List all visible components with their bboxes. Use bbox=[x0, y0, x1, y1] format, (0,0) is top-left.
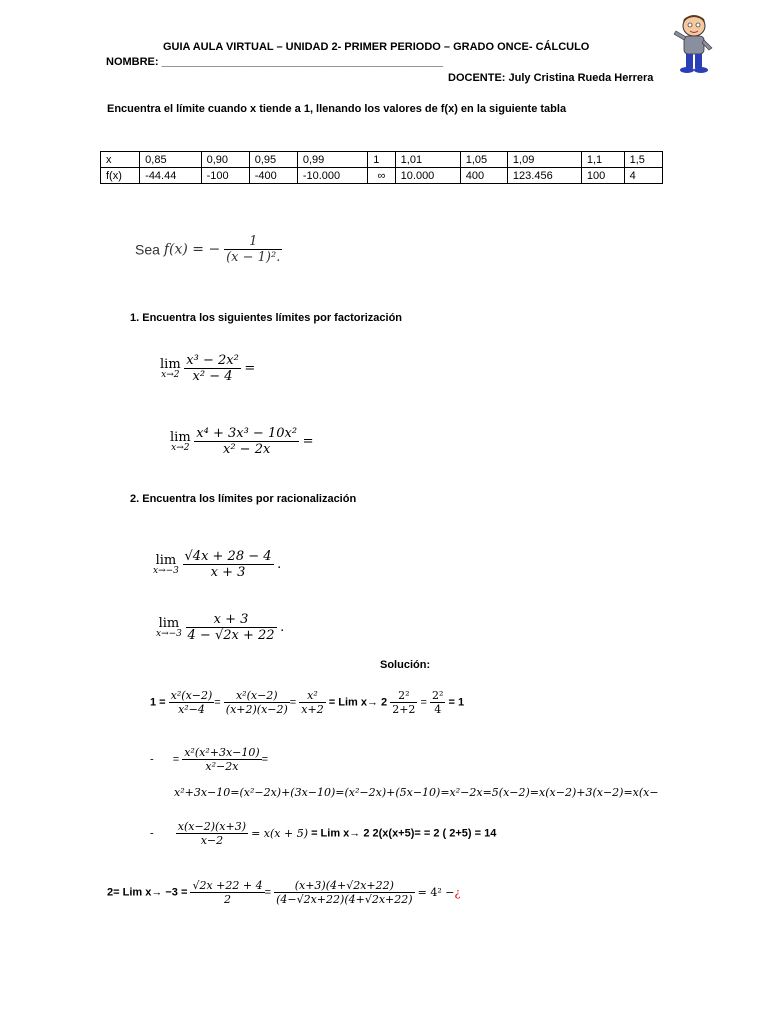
simplified-expression: = x(x + 5) bbox=[251, 827, 308, 840]
limit-1-2 bbox=[170, 426, 314, 457]
cartoon-student-icon bbox=[668, 14, 718, 76]
fraction-numerator: √2x +22 + 4 bbox=[192, 879, 263, 892]
solution-fraction bbox=[430, 689, 445, 716]
function-fraction bbox=[224, 234, 282, 265]
fraction-numerator: x³ − 2x² bbox=[186, 353, 239, 368]
lim-text: lim bbox=[155, 552, 177, 568]
table-cell: -44.44 bbox=[140, 168, 201, 184]
table-cell: 123.456 bbox=[507, 168, 581, 184]
fraction-denominator: (x+2)(x−2) bbox=[225, 703, 288, 716]
lim-operator bbox=[153, 554, 179, 576]
sea-label: Sea bbox=[135, 241, 160, 258]
fraction-denominator: 4 − √2x + 22 bbox=[187, 628, 275, 643]
fraction-numerator: 2² bbox=[431, 689, 444, 702]
solution-prefix: 1 = bbox=[150, 696, 166, 709]
lim-subscript: x→−3 bbox=[156, 628, 182, 639]
solution-prefix: 2= Lim x→ −3 = bbox=[107, 886, 188, 899]
period: . bbox=[280, 620, 285, 635]
lim-text: lim bbox=[170, 429, 191, 445]
limit-2-2 bbox=[156, 612, 284, 643]
solution-fraction bbox=[224, 689, 290, 716]
fraction-numerator: x⁴ + 3x³ − 10x² bbox=[196, 426, 298, 441]
table-row-fx bbox=[101, 168, 663, 184]
intro-instruction: Encuentra el límite cuando x tiende a 1, llenando los valores de f(x) en la siguiente tabla bbox=[107, 103, 567, 115]
table-cell: 400 bbox=[460, 168, 507, 184]
table-cell: 10.000 bbox=[395, 168, 460, 184]
fraction-numerator: x² bbox=[299, 689, 325, 703]
fraction-numerator: x²(x²+3x−10) bbox=[184, 746, 260, 759]
fraction-numerator: x + 3 bbox=[186, 612, 277, 628]
table-cell: 1,01 bbox=[395, 152, 460, 168]
guide-title: GUIA AULA VIRTUAL – UNIDAD 2- PRIMER PERIODO – GRADO ONCE- CÁLCULO bbox=[163, 41, 590, 53]
fraction-denominator: x²−4 bbox=[178, 703, 205, 716]
fraction-numerator: (x+3)(4+√2x+22) bbox=[274, 879, 414, 893]
table-cell: 1,09 bbox=[507, 152, 581, 168]
limit-fraction bbox=[186, 612, 277, 643]
fraction-denominator: x²−2x bbox=[205, 760, 239, 773]
lim-operator bbox=[160, 358, 181, 380]
solution-line-2: - = $\frac{\text{x²(x²+3x−10)}}{\text{x²−2x}}$ = bbox=[150, 746, 269, 773]
fraction-denominator: 4 bbox=[434, 703, 442, 716]
fraction-denominator: x² − 4 bbox=[192, 369, 233, 384]
table-cell: x bbox=[101, 152, 140, 168]
table-cell: 4 bbox=[624, 168, 662, 184]
limit-1-1 bbox=[160, 353, 255, 384]
bullet-dash: - bbox=[150, 753, 154, 766]
lim-operator bbox=[156, 617, 182, 639]
solution-fraction bbox=[182, 746, 261, 773]
fraction-numerator: x²(x−2) bbox=[224, 689, 290, 703]
limit-fraction bbox=[184, 353, 241, 384]
table-cell: f(x) bbox=[101, 168, 140, 184]
solution-line-4: 2= Lim x→ −3 = $\frac{√2x +22 + 4}{2}$ = $\frac{(x+3)(4+√2x+22)}{(4-√2x+22)(4+√2x+22)}$ = 4² −¿ bbox=[107, 879, 461, 906]
table-cell: 0,95 bbox=[249, 152, 297, 168]
limit-fraction bbox=[183, 549, 274, 580]
fraction-denominator: x + 3 bbox=[210, 565, 246, 580]
values-table bbox=[100, 151, 663, 184]
table-cell: ∞ bbox=[368, 168, 395, 184]
fraction-denominator: (4−√2x+22)(4+√2x+22) bbox=[276, 893, 413, 906]
equals-sign: = bbox=[302, 434, 314, 449]
lim-subscript: x→−3 bbox=[153, 565, 179, 576]
function-definition bbox=[135, 234, 282, 265]
period: . bbox=[277, 557, 282, 572]
table-cell: 1 bbox=[368, 152, 395, 168]
table-cell: 100 bbox=[581, 168, 624, 184]
fraction-denominator: x² − 2x bbox=[223, 442, 271, 457]
table-cell: 1,1 bbox=[581, 152, 624, 168]
lim-subscript: x→2 bbox=[171, 442, 190, 453]
solution-line-3 bbox=[150, 820, 496, 847]
lim-operator bbox=[170, 431, 191, 453]
solution-fraction bbox=[274, 879, 414, 906]
fraction-numerator: 2² bbox=[390, 689, 417, 703]
table-row-x bbox=[101, 152, 663, 168]
docente-label: DOCENTE: July Cristina Rueda Herrera bbox=[448, 72, 654, 84]
fraction-numerator: √4x + 28 − 4 bbox=[184, 549, 272, 564]
table-cell: -100 bbox=[201, 168, 249, 184]
lim-text: lim bbox=[160, 356, 181, 372]
limit-fraction bbox=[194, 426, 299, 457]
table-cell: 0,90 bbox=[201, 152, 249, 168]
section-2-heading: 2. Encuentra los límites por racionalización bbox=[130, 493, 357, 505]
fraction-numerator: 1 bbox=[224, 234, 282, 250]
function-lhs: f(x) = − bbox=[163, 241, 221, 258]
table-cell: -10.000 bbox=[297, 168, 367, 184]
fraction-denominator: x−2 bbox=[200, 834, 224, 847]
solution-title: Solución: bbox=[380, 659, 431, 671]
solution-line-1: 1 = $\frac{\text{x²(x−2)}}{\text{x²−4}}$ = $\frac{\text{x²(x−2)}}{(x+2)(x-2)}$ = $\frac{\text{x²}}{x+2}$ = Lim x→ 2 $\frac{\text{2²}}{2+2}$ = $\frac{\text{2²}}{4}$ = 1 bbox=[150, 689, 465, 716]
fraction-numerator: x(x−2)(x+3) bbox=[177, 820, 247, 833]
limit-2-1 bbox=[153, 549, 281, 580]
table-cell: 1,05 bbox=[460, 152, 507, 168]
lim-text: lim bbox=[158, 615, 180, 631]
solution-limit-text: = Lim x→ 2 bbox=[328, 696, 388, 709]
factorization-steps: x²+3x−10=(x²−2x)+(3x−10)=(x²−2x)+(5x−10)=x²−2x=5(x−2)=x(x−2)+3(x−2)=x(x− bbox=[174, 786, 659, 799]
lim-subscript: x→2 bbox=[161, 369, 180, 380]
nombre-field-label: NOMBRE: ______________________________________________ bbox=[106, 56, 444, 68]
solution-fraction bbox=[299, 689, 325, 716]
section-1-heading: 1. Encuentra los siguientes límites por factorización bbox=[130, 312, 403, 324]
bullet-dash: - bbox=[150, 827, 154, 840]
equals-sign: = bbox=[244, 361, 256, 376]
table-cell: 0,99 bbox=[297, 152, 367, 168]
fraction-numerator: x²(x−2) bbox=[170, 689, 213, 702]
solution-fraction bbox=[190, 879, 264, 906]
table-cell: 0,85 bbox=[140, 152, 201, 168]
fraction-denominator: (x − 1)². bbox=[226, 250, 281, 265]
question-mark: ¿ bbox=[454, 886, 461, 899]
solution-fraction bbox=[390, 689, 417, 716]
solution-fraction bbox=[169, 689, 215, 716]
fraction-denominator: 2 bbox=[224, 893, 232, 906]
solution-result: = 4² − bbox=[417, 886, 455, 899]
solution-result: = 1 bbox=[448, 696, 465, 709]
table-cell: 1,5 bbox=[624, 152, 662, 168]
solution-fraction bbox=[176, 820, 248, 847]
fraction-denominator: x+2 bbox=[301, 703, 324, 716]
table-cell: -400 bbox=[249, 168, 297, 184]
solution-limit-text: = Lim x→ 2 2(x(x+5)= = 2 ( 2+5) = 14 bbox=[311, 827, 497, 840]
fraction-denominator: 2+2 bbox=[392, 703, 416, 716]
